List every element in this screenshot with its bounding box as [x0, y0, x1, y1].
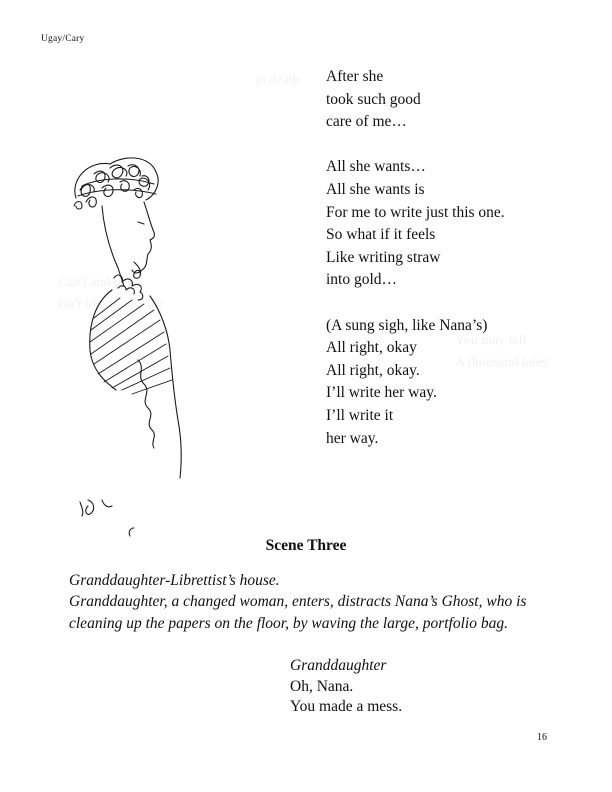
bleed-through: in death [255, 73, 300, 88]
bleed-through: Can't and peep Isn't like today, for [58, 275, 164, 312]
stage-direction-setting: Granddaughter-Librettist’s house. [69, 572, 280, 589]
verse-line: her way. [326, 429, 379, 447]
page-number: 16 [537, 732, 547, 743]
face-profile-line [132, 202, 154, 273]
dialogue-line: You made a mess. [290, 698, 403, 716]
verse-line: I’ll write her way. [326, 384, 437, 402]
verse-line: took such good [326, 90, 421, 108]
stanza-break [326, 134, 505, 157]
speaker-name: Granddaughter [290, 657, 387, 674]
verse-line: All right, okay. [326, 361, 420, 379]
verse-line: All she wants is [326, 180, 425, 198]
chin-scribble [134, 262, 141, 278]
stage-direction [69, 570, 559, 634]
verse-line: After she [326, 68, 384, 85]
song-verse [326, 66, 505, 450]
verse-line: All she wants… [326, 158, 426, 176]
verse-line: care of me… [326, 113, 407, 131]
stage-direction-action: Granddaughter, a changed woman, enters, distracts Nana’s Ghost, who is cleaning up the papers on the floor, by waving the large, portfolio bag. [69, 593, 527, 632]
neck-line [102, 206, 124, 286]
dialogue-line: Oh, Nana. [290, 677, 354, 695]
torso-outline [90, 290, 116, 390]
bleed-through: You may tell A thousand tales [455, 333, 548, 370]
hat-scribble [74, 158, 158, 209]
ink-mark [129, 528, 134, 536]
dialogue-block [290, 656, 402, 718]
verse-line: I’ll write it [326, 406, 394, 424]
running-head: Ugay/Cary [41, 34, 85, 44]
verse-line: All right, okay [326, 339, 417, 357]
verse-line: So what if it feels [326, 226, 436, 244]
skirt-line [178, 420, 181, 478]
stanza-break [326, 292, 505, 315]
ink-mark [80, 500, 112, 516]
verse-line: For me to write just this one. [326, 203, 505, 221]
nana-sketch-illustration [58, 150, 208, 540]
scene-title: Scene Three [265, 537, 347, 554]
verse-line: into gold… [326, 271, 398, 289]
arm-zigzag [138, 360, 154, 448]
eye-mark [138, 222, 144, 224]
verse-line: Like writing straw [326, 248, 441, 266]
verse-line: (A sung sigh, like Nana’s) [326, 316, 488, 334]
